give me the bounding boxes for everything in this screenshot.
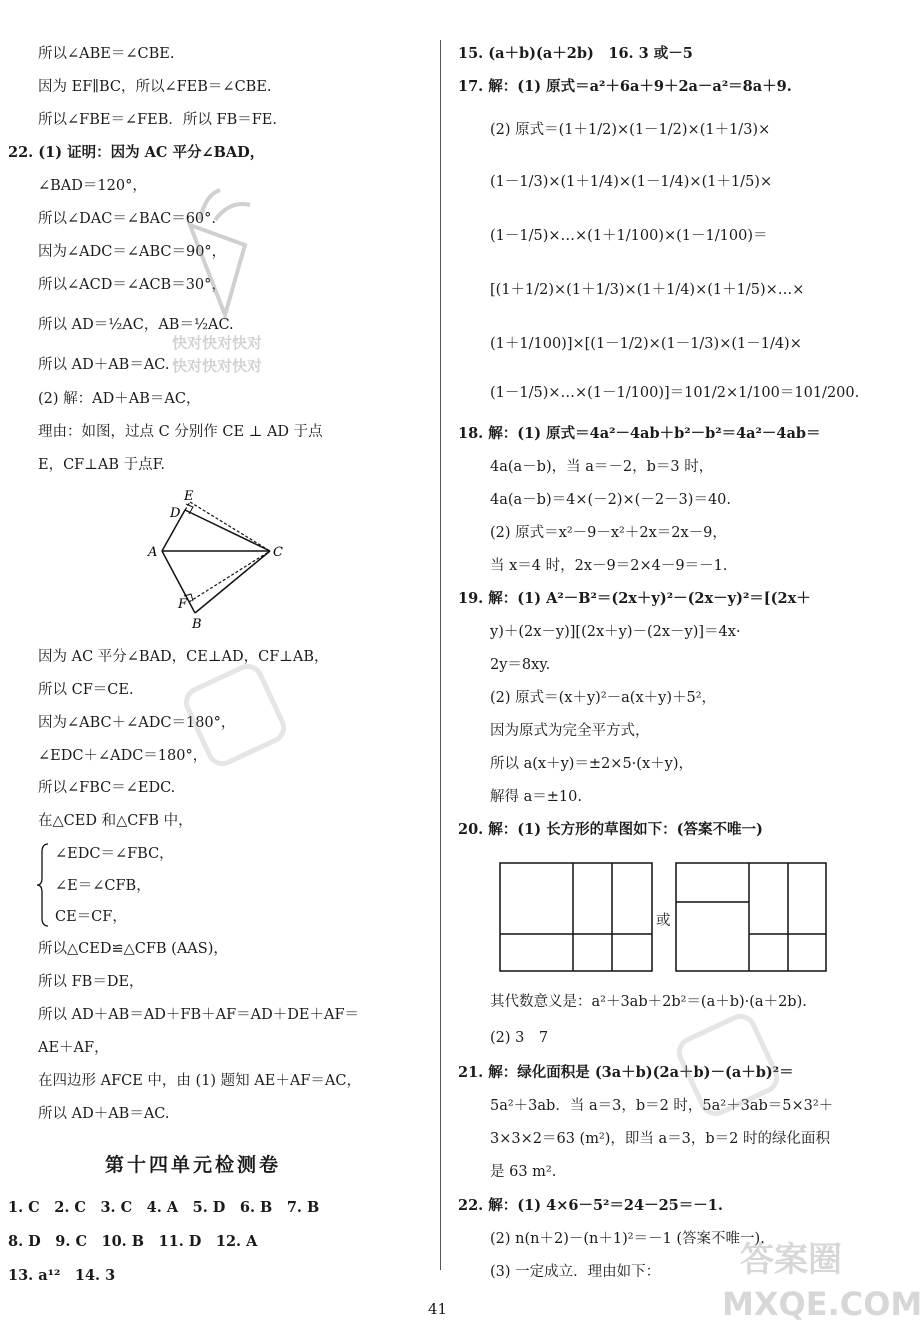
right-line-30: (3) 一定成立．理由如下： (490, 1264, 661, 1280)
left-line-24: 所以 FB＝DE， (38, 974, 144, 990)
column-divider (440, 40, 441, 1270)
answers-line-2: 8. D 9. C 10. B 11. D 12. A (8, 1233, 258, 1250)
right-line-13: 当 x＝4 时，2x－9＝2×4－9＝－1. (490, 558, 728, 574)
left-line-10: 所以 AD＋AB＝AC. (38, 357, 170, 373)
left-line-7: 因为∠ADC＝∠ABC＝90°， (38, 244, 227, 260)
left-line-14: 因为 AC 平分∠BAD，CE⊥AD，CF⊥AB， (38, 649, 329, 665)
left-line-2: 因为 EF∥BC，所以∠FEB＝∠CBE. (38, 79, 272, 95)
label-e: E (184, 489, 194, 504)
brace (36, 842, 50, 928)
left-line-28: 所以 AD＋AB＝AC. (38, 1106, 170, 1122)
right-line-23: (2) 3 7 (490, 1030, 549, 1046)
right-line-2: 17. 解：(1) 原式＝a²＋6a＋9＋2a－a²＝8a＋9. (458, 78, 792, 95)
left-line-19: 在△CED 和△CFB 中， (38, 813, 193, 829)
left-line-13: E，CF⊥AB 于点F. (38, 457, 166, 473)
label-c: C (273, 545, 283, 560)
right-line-14: 19. 解：(1) A²－B²＝(2x＋y)²－(2x－y)²＝[(2x＋ (458, 590, 811, 607)
watermark-logo: 答案圈 (740, 1240, 842, 1280)
left-line-20: ∠EDC＝∠FBC， (55, 846, 174, 862)
right-line-29: (2) n(n＋2)－(n＋1)²＝－1 (答案不唯一). (490, 1231, 765, 1247)
right-line-6: [(1＋1/2)×(1＋1/3)×(1＋1/4)×(1＋1/5)×…× (490, 282, 805, 298)
left-line-15: 所以 CF＝CE. (38, 682, 134, 698)
right-line-21: 20. 解：(1) 长方形的草图如下：(答案不唯一) (458, 821, 763, 838)
left-line-11: (2) 解：AD＋AB＝AC， (38, 391, 201, 407)
left-line-23: 所以△CED≌△CFB (AAS)， (38, 941, 228, 957)
right-line-19: 所以 a(x＋y)＝±2×5·(x＋y)， (490, 756, 693, 772)
segment-dc (185, 510, 270, 551)
left-line-17: ∠EDC＋∠ADC＝180°， (38, 748, 208, 764)
right-line-20: 解得 a＝±10. (490, 789, 582, 805)
rect-sketch-2 (676, 863, 826, 971)
geometry-figure (140, 488, 300, 633)
left-line-8: 所以∠ACD＝∠ACB＝30°， (38, 277, 226, 293)
watermark-text-1: 快对快对快对 (172, 334, 263, 352)
watermark-url: MXQE.COM (722, 1285, 922, 1323)
left-line-1: 所以∠ABE＝∠CBE. (38, 46, 175, 62)
left-line-4: 22. (1) 证明：因为 AC 平分∠BAD， (8, 144, 265, 161)
watermark-text-2: 快对快对快对 (172, 357, 263, 375)
right-line-4: (1－1/3)×(1＋1/4)×(1－1/4)×(1＋1/5)× (490, 174, 773, 190)
right-line-3: (2) 原式＝(1＋1/2)×(1－1/2)×(1＋1/3)× (490, 122, 771, 138)
segment-fc (189, 551, 270, 602)
right-angle-e (186, 504, 193, 514)
section-heading: 第十四单元检测卷 (105, 1154, 282, 1176)
right-line-16: 2y＝8xy. (490, 657, 551, 673)
label-d: D (170, 506, 181, 521)
left-line-5: ∠BAD＝120°， (38, 178, 147, 194)
answers-line-3: 13. a¹² 14. 3 (8, 1267, 116, 1284)
page-number: 41 (428, 1300, 448, 1318)
left-line-9: 所以 AD＝½AC，AB＝½AC. (38, 317, 234, 333)
left-line-16: 因为∠ABC＋∠ADC＝180°， (38, 715, 236, 731)
rect-sketch-1 (500, 863, 652, 971)
right-line-7: (1＋1/100)]×[(1－1/2)×(1－1/3)×(1－1/4)× (490, 336, 802, 352)
right-line-15: y)＋(2x－y)][(2x＋y)－(2x－y)]＝4x· (490, 624, 741, 640)
left-line-21: ∠E＝∠CFB， (55, 878, 151, 894)
carrot-watermark-icon (170, 185, 260, 325)
stamp-watermark-icon-1 (180, 660, 290, 770)
right-line-26: 3×3×2＝63 (m²)，即当 a＝3，b＝2 时的绿化面积 (490, 1131, 831, 1147)
segment-bc (195, 551, 270, 613)
answers-line-1: 1. C 2. C 3. C 4. A 5. D 6. B 7. B (8, 1199, 320, 1216)
right-line-9: 18. 解：(1) 原式＝4a²－4ab＋b²－b²＝4a²－4ab＝ (458, 425, 821, 442)
right-line-27: 是 63 m². (490, 1164, 557, 1180)
right-line-25: 5a²＋3ab．当 a＝3，b＝2 时，5a²＋3ab＝5×3²＋ (490, 1098, 834, 1114)
right-line-10: 4a(a－b)，当 a＝－2，b＝3 时， (490, 459, 714, 475)
right-line-5: (1－1/5)×…×(1＋1/100)×(1－1/100)＝ (490, 228, 768, 244)
label-f: F (178, 597, 188, 612)
stamp-watermark-icon-2 (670, 1010, 790, 1120)
segment-ec (190, 502, 270, 551)
label-b: B (192, 617, 202, 632)
right-line-12: (2) 原式＝x²－9－x²＋2x＝2x－9， (490, 525, 727, 541)
left-line-25: 所以 AD＋AB＝AD＋FB＋AF＝AD＋DE＋AF＝ (38, 1007, 360, 1023)
left-line-6: 所以∠DAC＝∠BAC＝60°. (38, 211, 217, 227)
right-line-17: (2) 原式＝(x＋y)²－a(x＋y)＋5²， (490, 690, 717, 706)
right-line-1: 15. (a＋b)(a＋2b) 16. 3 或－5 (458, 45, 693, 62)
left-line-3: 所以∠FBE＝∠FEB．所以 FB＝FE. (38, 112, 277, 128)
right-line-22: 其代数意义是：a²＋3ab＋2b²＝(a＋b)·(a＋2b). (490, 994, 807, 1010)
right-line-11: 4a(a－b)＝4×(－2)×(－2－3)＝40. (490, 492, 731, 508)
right-line-8: (1－1/5)×…×(1－1/100)]＝101/2×1/100＝101/200. (490, 385, 860, 401)
right-line-28: 22. 解：(1) 4×6－5²＝24－25＝－1. (458, 1197, 723, 1214)
left-line-27: 在四边形 AFCE 中，由 (1) 题知 AE＋AF＝AC， (38, 1073, 361, 1089)
left-line-12: 理由：如图，过点 C 分别作 CE ⊥ AD 于点 (38, 424, 323, 440)
left-line-18: 所以∠FBC＝∠EDC. (38, 780, 176, 796)
left-line-26: AE＋AF， (38, 1040, 109, 1056)
left-line-22: CE＝CF， (55, 909, 127, 925)
rect-connector: 或 (656, 913, 671, 929)
right-line-18: 因为原式为完全平方式， (490, 723, 650, 739)
label-a: A (148, 545, 158, 560)
right-line-24: 21. 解：绿化面积是 (3a＋b)(2a＋b)－(a＋b)²＝ (458, 1064, 794, 1081)
